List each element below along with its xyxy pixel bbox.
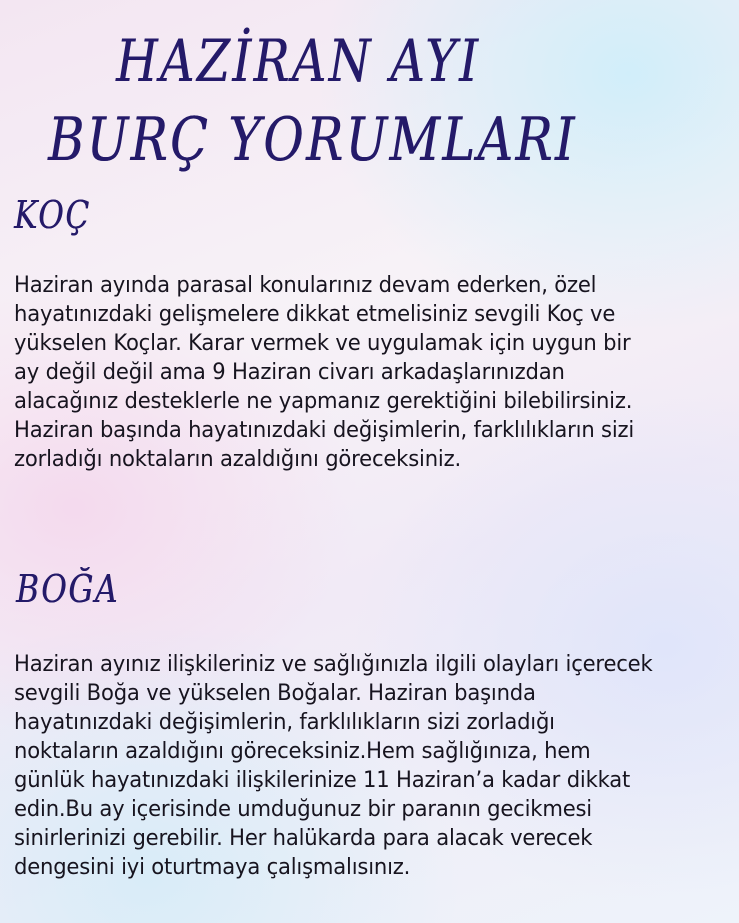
- text-line: Haziran ayında parasal konularınız devam ederken, özel: [14, 273, 597, 298]
- section-text-koc: [14, 271, 724, 474]
- text-line: sevgili Boğa ve yükselen Boğalar. Haziran başında: [14, 681, 536, 706]
- page-title-line-1: HAZİRAN AYI: [116, 27, 481, 95]
- text-line: noktaların azaldığını göreceksiniz.Hem sağlığınıza, hem: [14, 739, 591, 764]
- section-heading-koc: KOÇ: [14, 193, 91, 237]
- section-text-boga: [14, 650, 724, 882]
- text-line: sinirlerinizi gerebilir. Her halükarda para alacak verecek: [14, 826, 593, 851]
- text-line: yükselen Koçlar. Karar vermek ve uygulamak için uygun bir: [14, 331, 631, 356]
- text-line: alacağınız desteklerle ne yapmanız gerektiğini bilebilirsiniz.: [14, 389, 633, 414]
- section-heading-boga: BOĞA: [16, 567, 119, 611]
- text-line: Haziran ayınız ilişkileriniz ve sağlığınızla ilgili olayları içerecek: [14, 652, 653, 677]
- text-line: edin.Bu ay içerisinde umduğunuz bir paranın gecikmesi: [14, 797, 592, 822]
- text-line: dengesini iyi oturtmaya çalışmalısınız.: [14, 855, 411, 880]
- text-line: hayatınızdaki gelişmelere dikkat etmelisiniz sevgili Koç ve: [14, 302, 616, 327]
- page-title-line-2: BURÇ YORUMLARI: [48, 105, 577, 175]
- text-line: ay değil değil ama 9 Haziran civarı arkadaşlarınızdan: [14, 360, 565, 385]
- text-line: Haziran başında hayatınızdaki değişimlerin, farklılıkların sizi: [14, 418, 635, 443]
- text-line: zorladığı noktaların azaldığını göreceksiniz.: [14, 447, 461, 472]
- text-line: hayatınızdaki değişimlerin, farklılıkların sizi zorladığı: [14, 710, 555, 735]
- text-line: günlük hayatınızdaki ilişkilerinize 11 Haziran’a kadar dikkat: [14, 768, 631, 793]
